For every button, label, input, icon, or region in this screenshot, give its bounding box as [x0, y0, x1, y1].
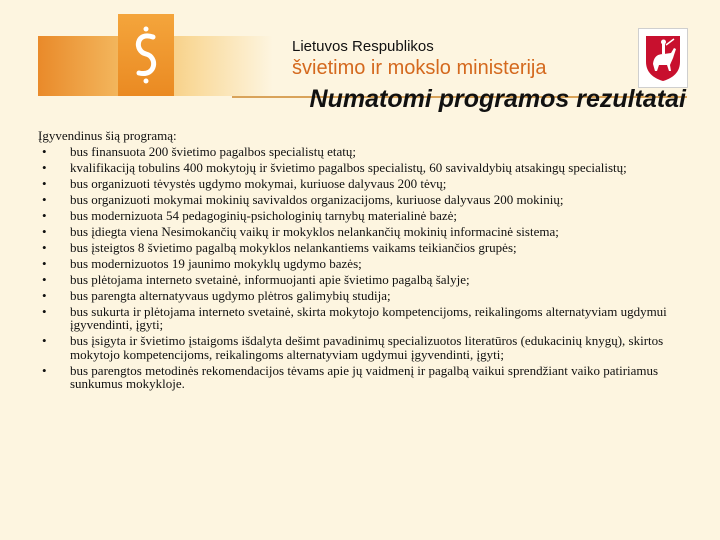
bullet-icon: •: [42, 239, 47, 255]
list-item-text: bus modernizuotos 19 jaunimo mokyklų ugdymo bazės;: [70, 255, 362, 271]
list-item: [38, 364, 698, 391]
bullet-icon: •: [42, 207, 47, 223]
list-item-text: bus parengtos metodinės rekomendacijos tėvams apie jų vaidmenį ir pagalbą vaikui sprendžiant vaiko patiriamus sunkumus mokykloje.: [70, 362, 659, 391]
bullet-icon: •: [42, 303, 47, 319]
list-item: [38, 305, 698, 332]
ministry-name-line1: Lietuvos Respublikos: [292, 38, 434, 55]
list-item: [38, 161, 698, 175]
bullet-icon: •: [42, 333, 47, 348]
bullet-icon: •: [42, 143, 47, 159]
list-item-text: bus parengta alternatyvaus ugdymo plėtros galimybių studija;: [70, 287, 391, 303]
list-item: [38, 177, 698, 191]
list-item: [38, 334, 698, 361]
list-item-text: bus įdiegta viena Nesimokančių vaikų ir mokyklos nelankančių mokinių informacinė sistema;: [70, 223, 559, 239]
list-item-text: bus finansuota 200 švietimo pagalbos specialistų etatų;: [70, 143, 356, 159]
ministry-name-line2: švietimo ir mokslo ministerija: [292, 57, 547, 79]
bullet-icon: •: [42, 362, 47, 378]
results-list: [38, 145, 698, 391]
list-item: [38, 145, 698, 159]
list-item: [38, 273, 698, 287]
list-item: [38, 241, 698, 255]
ministry-logo: [118, 14, 174, 96]
list-item-text: bus įsteigtos 8 švietimo pagalbą mokyklos nelankantiems vaikams teikiančios grupės;: [70, 239, 517, 255]
bullet-icon: •: [42, 191, 47, 207]
list-item: [38, 209, 698, 223]
ministry-name: [292, 38, 547, 80]
intro-text: Įgyvendinus šią programą:: [38, 128, 177, 143]
coat-of-arms: [638, 28, 688, 88]
list-item: [38, 193, 698, 207]
bullet-icon: •: [42, 271, 47, 287]
vytis-coat-of-arms-icon: [644, 34, 682, 82]
list-item: [38, 257, 698, 271]
page-title: Numatomi programos rezultatai: [309, 85, 686, 113]
ministry-s-logo-icon: [126, 23, 166, 87]
bullet-icon: •: [42, 223, 47, 239]
bullet-icon: •: [42, 255, 47, 271]
list-item-text: kvalifikaciją tobulins 400 mokytojų ir švietimo pagalbos specialistų, 60 savivaldybių atsakingų specialistų;: [70, 159, 627, 175]
bullet-icon: •: [42, 159, 47, 175]
list-item-text: bus modernizuota 54 pedagoginių-psichologinių tarnybų materialinė bazė;: [70, 207, 458, 223]
list-item-text: bus organizuoti mokymai mokinių savivaldos organizacijoms, kuriuose dalyvaus 200 mokinių;: [70, 191, 564, 207]
list-item-text: bus įsigyta ir švietimo įstaigoms išdalyta dešimt pavadinimų specializuotos literatūros (edukacinių knygų), skirtos mokytojo kompetencijoms, reikalingoms alternatyviam ugdymui įgyvendinti, įgyti;: [70, 333, 664, 362]
list-item-text: bus organizuoti tėvystės ugdymo mokymai, kuriuose dalyvaus 200 tėvų;: [70, 175, 447, 191]
bullet-icon: •: [42, 287, 47, 303]
content: [38, 129, 698, 393]
list-item-text: bus sukurta ir plėtojama interneto svetainė, skirta mokytojo kompetencijoms, reikalingoms alternatyviam ugdymui įgyvendinti, įgyti;: [70, 303, 667, 332]
list-item: [38, 289, 698, 303]
list-item: [38, 225, 698, 239]
bullet-icon: •: [42, 175, 47, 191]
list-item-text: bus plėtojama interneto svetainė, informuojanti apie švietimo pagalbą šalyje;: [70, 271, 470, 287]
